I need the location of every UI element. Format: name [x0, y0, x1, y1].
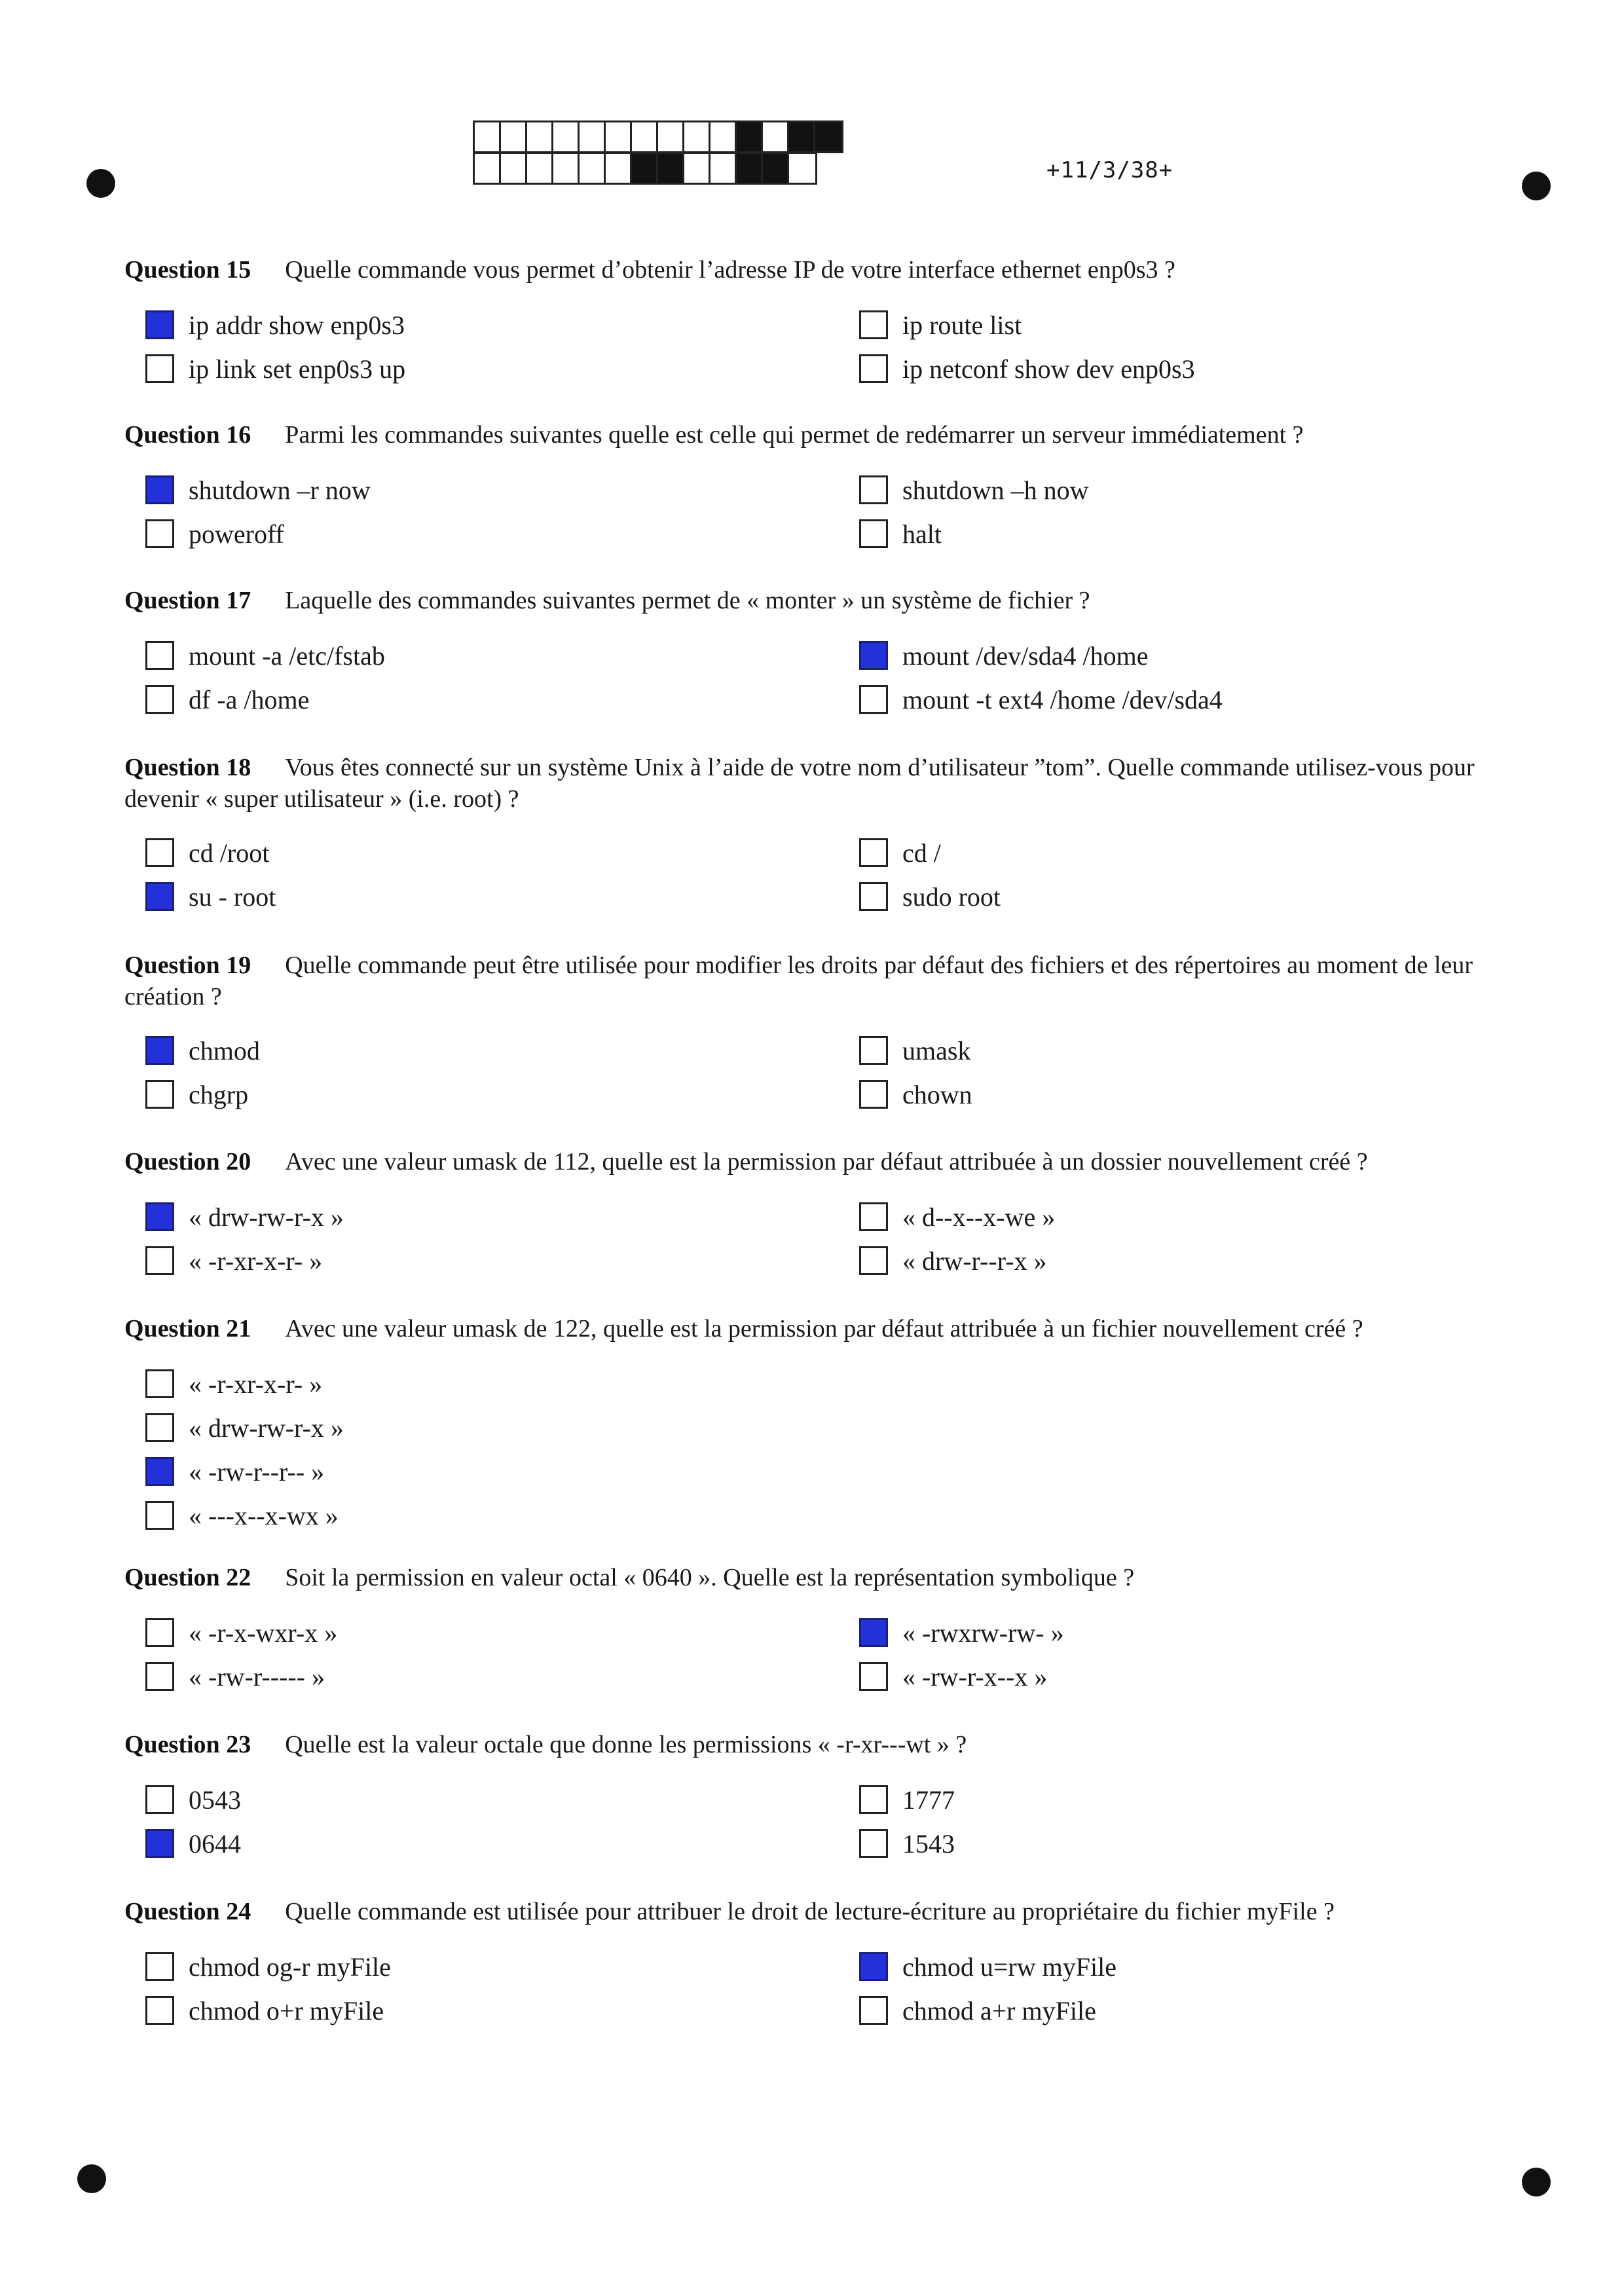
question-number: Question 23	[124, 1731, 251, 1758]
checked-checkbox[interactable]	[145, 1829, 174, 1858]
answer-option[interactable]	[145, 1365, 322, 1402]
answer-option[interactable]	[859, 834, 941, 871]
code-cell	[501, 122, 527, 151]
option-label: « -rw-r-x--x »	[902, 1661, 1048, 1692]
checkbox[interactable]	[145, 519, 174, 548]
checkbox[interactable]	[859, 310, 888, 339]
option-label: chmod a+r myFile	[902, 1995, 1096, 2026]
question-prompt: Quelle commande peut être utilisée pour modifier les droits par défaut des fichiers et des répertoires au moment de leur création ?	[124, 952, 1473, 1010]
checked-checkbox[interactable]	[145, 882, 174, 911]
question-text	[124, 1146, 1526, 1177]
checkbox[interactable]	[859, 685, 888, 714]
option-label: shutdown –r now	[189, 475, 371, 505]
question-text	[124, 1313, 1526, 1344]
answer-option[interactable]	[859, 1658, 1047, 1695]
option-label: « drw-r--r-x »	[902, 1246, 1047, 1276]
checked-checkbox[interactable]	[859, 1618, 888, 1647]
checkbox[interactable]	[145, 641, 174, 670]
question-text	[124, 419, 1526, 451]
answer-option[interactable]	[145, 1242, 322, 1279]
checkbox[interactable]	[145, 1662, 174, 1691]
option-label: sudo root	[902, 881, 1001, 912]
option-label: umask	[902, 1035, 971, 1065]
checkbox[interactable]	[859, 882, 888, 911]
option-label: cd /root	[189, 838, 270, 868]
answer-option[interactable]	[145, 1825, 241, 1862]
answer-option[interactable]	[859, 1992, 1096, 2029]
checked-checkbox[interactable]	[145, 475, 174, 504]
code-cell	[632, 122, 658, 151]
checked-checkbox[interactable]	[859, 1952, 888, 1981]
registration-mark-bottom-left	[77, 2164, 106, 2193]
question-prompt: Laquelle des commandes suivantes permet de « monter » un système de fichier ?	[285, 587, 1090, 614]
answer-option[interactable]	[859, 1781, 955, 1818]
checkbox[interactable]	[859, 1785, 888, 1814]
answer-option[interactable]	[145, 1497, 339, 1534]
checkbox[interactable]	[859, 1246, 888, 1275]
answer-option[interactable]	[145, 1453, 324, 1490]
checked-checkbox[interactable]	[145, 1457, 174, 1486]
answer-option[interactable]	[859, 1242, 1047, 1279]
option-label: su - root	[189, 881, 276, 912]
option-label: 0543	[189, 1785, 241, 1815]
option-label: mount -t ext4 /home /dev/sda4	[902, 684, 1223, 714]
option-label: 0644	[189, 1828, 241, 1859]
answer-option[interactable]	[145, 306, 405, 343]
answer-option[interactable]	[145, 1992, 384, 2029]
option-label: 1543	[902, 1828, 955, 1859]
answer-option[interactable]	[859, 350, 1195, 387]
answer-option[interactable]	[145, 1409, 344, 1446]
option-label: poweroff	[189, 519, 284, 549]
answer-option[interactable]	[859, 472, 1088, 508]
checkbox[interactable]	[145, 1618, 174, 1647]
option-label: chmod	[189, 1035, 260, 1065]
option-label: chmod u=rw myFile	[902, 1952, 1116, 1982]
option-label: df -a /home	[189, 684, 310, 714]
option-label: ip link set enp0s3 up	[189, 354, 406, 384]
code-cell	[606, 154, 632, 183]
code-cell	[737, 122, 763, 151]
option-label: shutdown –h now	[902, 475, 1089, 505]
code-cell	[763, 154, 789, 183]
question-prompt: Quelle est la valeur octale que donne les permissions « -r-xr---wt » ?	[285, 1731, 967, 1758]
option-label: chmod og-r myFile	[189, 1952, 391, 1982]
question-number: Question 18	[124, 754, 251, 781]
question-prompt: Soit la permission en valeur octal « 0640 ». Quelle est la représentation symbolique ?	[285, 1564, 1135, 1591]
answer-option[interactable]	[145, 515, 284, 552]
code-cell	[553, 122, 580, 151]
question-text	[124, 752, 1526, 815]
answer-option[interactable]	[145, 350, 405, 387]
answer-option[interactable]	[145, 1076, 248, 1113]
checked-checkbox[interactable]	[145, 1036, 174, 1065]
option-label: chmod o+r myFile	[189, 1995, 384, 2026]
code-cell	[527, 154, 553, 183]
registration-mark-top-left	[86, 169, 115, 198]
code-cell	[684, 122, 710, 151]
option-label: mount -a /etc/fstab	[189, 640, 385, 671]
option-label: ip addr show enp0s3	[189, 310, 405, 340]
code-cell	[684, 154, 710, 183]
code-cell	[580, 122, 606, 151]
checkbox[interactable]	[145, 838, 174, 867]
answer-option[interactable]	[145, 1198, 344, 1235]
checkbox[interactable]	[145, 1246, 174, 1275]
answer-option[interactable]	[859, 1076, 972, 1113]
option-label: ip netconf show dev enp0s3	[902, 354, 1195, 384]
answer-option[interactable]	[859, 306, 1022, 343]
answer-option[interactable]	[859, 637, 1149, 674]
question-text	[124, 1729, 1526, 1760]
code-cell	[710, 154, 737, 183]
answer-option[interactable]	[145, 1948, 391, 1985]
code-cell	[527, 122, 553, 151]
code-cell	[815, 122, 841, 151]
checked-checkbox[interactable]	[859, 641, 888, 670]
code-cell	[737, 154, 763, 183]
checkbox[interactable]	[145, 1952, 174, 1981]
answer-option[interactable]	[145, 681, 309, 718]
checkbox[interactable]	[859, 838, 888, 867]
option-label: « drw-rw-r-x »	[189, 1413, 344, 1443]
question-number: Question 17	[124, 587, 251, 614]
code-cell	[553, 154, 580, 183]
question-number: Question 21	[124, 1315, 251, 1342]
code-cell	[658, 122, 684, 151]
answer-option[interactable]	[145, 1658, 325, 1695]
option-label: « -rw-r----- »	[189, 1661, 325, 1692]
question-prompt: Vous êtes connecté sur un système Unix à l’aide de votre nom d’utilisateur ”tom”. Quelle commande utilisez-vous pour devenir « super utilisateur » (i.e. root) ?	[124, 754, 1475, 813]
answer-option[interactable]	[145, 472, 371, 508]
checkbox[interactable]	[859, 1996, 888, 2025]
question-prompt: Quelle commande vous permet d’obtenir l’adresse IP de votre interface ethernet enp0s3 ?	[285, 256, 1175, 284]
checkbox[interactable]	[145, 354, 174, 383]
student-code-strip-row-1	[473, 120, 843, 153]
option-label: « -rw-r--r-- »	[189, 1456, 325, 1487]
student-code-strip-row-2	[473, 152, 817, 185]
answer-option[interactable]	[145, 1781, 241, 1818]
code-cell	[710, 122, 737, 151]
question-number: Question 24	[124, 1898, 251, 1925]
checkbox[interactable]	[859, 354, 888, 383]
checkbox[interactable]	[859, 1202, 888, 1231]
question-prompt: Avec une valeur umask de 122, quelle est la permission par défaut attribuée à un fichier nouvellement créé ?	[285, 1315, 1363, 1342]
option-label: « -r-x-wxr-x »	[189, 1618, 338, 1648]
question-prompt: Parmi les commandes suivantes quelle est celle qui permet de redémarrer un serveur immédiatement ?	[285, 421, 1304, 449]
answer-option[interactable]	[859, 1032, 970, 1069]
option-label: « ---x--x-wx »	[189, 1500, 339, 1530]
question-number: Question 19	[124, 952, 251, 979]
answer-option[interactable]	[145, 834, 269, 871]
checkbox[interactable]	[859, 1080, 888, 1109]
code-cell	[763, 122, 789, 151]
checkbox[interactable]	[145, 1080, 174, 1109]
question-text	[124, 254, 1526, 286]
answer-option[interactable]	[859, 878, 1001, 915]
answer-option[interactable]	[859, 1198, 1055, 1235]
option-label: mount /dev/sda4 /home	[902, 640, 1149, 671]
answer-option[interactable]	[145, 1614, 337, 1651]
checked-checkbox[interactable]	[145, 310, 174, 339]
page-id: +11/3/38+	[1046, 157, 1173, 183]
answer-option[interactable]	[859, 1614, 1064, 1651]
answer-option[interactable]	[859, 1948, 1116, 1985]
registration-mark-top-right	[1522, 172, 1551, 200]
checkbox[interactable]	[859, 1829, 888, 1858]
question-text	[124, 950, 1526, 1012]
checkbox[interactable]	[859, 1036, 888, 1065]
code-cell	[789, 122, 815, 151]
option-label: cd /	[902, 838, 941, 868]
answer-option[interactable]	[859, 1825, 955, 1862]
code-cell	[658, 154, 684, 183]
checkbox[interactable]	[145, 1996, 174, 2025]
question-text	[124, 1562, 1526, 1593]
checkbox[interactable]	[145, 1785, 174, 1814]
option-label: 1777	[902, 1785, 955, 1815]
code-cell	[475, 122, 501, 151]
answer-option[interactable]	[859, 681, 1223, 718]
code-cell	[789, 154, 815, 183]
option-label: « -rwxrw-rw- »	[902, 1618, 1064, 1648]
question-number: Question 15	[124, 256, 251, 284]
code-cell	[475, 154, 501, 183]
option-label: « d--x--x-we »	[902, 1202, 1056, 1232]
question-number: Question 20	[124, 1148, 251, 1176]
code-cell	[632, 154, 658, 183]
option-label: « -r-xr-x-r- »	[189, 1369, 323, 1399]
option-label: chown	[902, 1079, 972, 1109]
code-cell	[580, 154, 606, 183]
code-cell	[501, 154, 527, 183]
option-label: « -r-xr-x-r- »	[189, 1246, 323, 1276]
registration-mark-bottom-right	[1522, 2168, 1551, 2196]
question-text	[124, 1896, 1526, 1927]
answer-option[interactable]	[859, 515, 942, 552]
answer-option[interactable]	[145, 637, 385, 674]
answer-option[interactable]	[145, 878, 276, 915]
question-prompt: Quelle commande est utilisée pour attribuer le droit de lecture-écriture au propriétaire du fichier myFile ?	[285, 1898, 1335, 1925]
question-text	[124, 585, 1526, 616]
code-cell	[606, 122, 632, 151]
checked-checkbox[interactable]	[145, 1202, 174, 1231]
checkbox[interactable]	[145, 1369, 174, 1398]
checkbox[interactable]	[145, 685, 174, 714]
checkbox[interactable]	[859, 475, 888, 504]
question-number: Question 22	[124, 1564, 251, 1591]
checkbox[interactable]	[145, 1501, 174, 1530]
option-label: halt	[902, 519, 942, 549]
option-label: chgrp	[189, 1079, 249, 1109]
option-label: ip route list	[902, 310, 1022, 340]
question-prompt: Avec une valeur umask de 112, quelle est la permission par défaut attribuée à un dossier nouvellement créé ?	[285, 1148, 1368, 1176]
answer-option[interactable]	[145, 1032, 260, 1069]
checkbox[interactable]	[859, 519, 888, 548]
option-label: « drw-rw-r-x »	[189, 1202, 344, 1232]
checkbox[interactable]	[145, 1413, 174, 1442]
checkbox[interactable]	[859, 1662, 888, 1691]
question-number: Question 16	[124, 421, 251, 449]
